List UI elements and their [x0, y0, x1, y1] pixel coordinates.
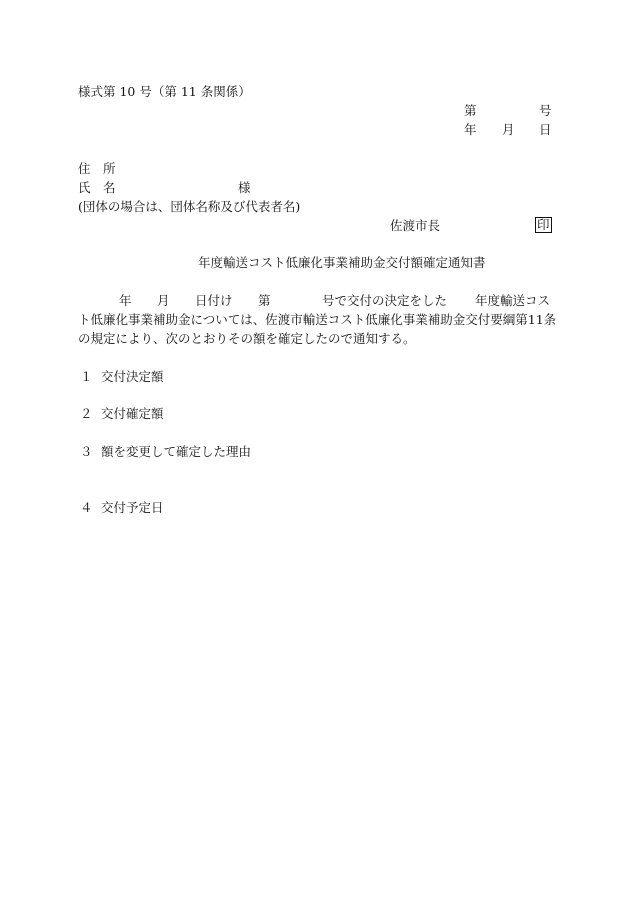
item-2-label: 交付確定額 [101, 406, 164, 421]
body-month: 月 [157, 293, 170, 308]
body-dated: 日付け [195, 293, 233, 308]
document-title: 年度輸送コスト低廉化事業補助金交付額確定通知書 [198, 255, 486, 270]
body-line-2: ト低廉化事業補助金については、佐渡市輸送コスト低廉化事業補助金交付要綱第11条 [78, 312, 557, 327]
group-note: (団体の場合は、団体名称及び代表者名) [78, 199, 301, 214]
issuer: 佐渡市長 [390, 218, 441, 233]
body-line-3: の規定により、次のとおりその額を確定したので通知する。 [78, 331, 416, 346]
doc-number-prefix: 第 [464, 103, 477, 118]
item-3-label: 額を変更して確定した理由 [101, 444, 252, 459]
name-label: 氏 名 [78, 180, 116, 195]
date-year: 年 [464, 122, 477, 137]
seal-text: 印 [537, 217, 550, 232]
item-4-number: ４ [80, 500, 93, 515]
item-3-number: ３ [80, 444, 93, 459]
body-decision-text: 号で交付の決定をした [322, 293, 448, 308]
honorific: 様 [238, 180, 251, 195]
item-2-number: ２ [80, 406, 93, 421]
doc-number-suffix: 号 [539, 103, 552, 118]
date-month: 月 [502, 122, 515, 137]
item-1-number: １ [80, 369, 93, 384]
item-1-label: 交付決定額 [101, 369, 164, 384]
item-4-label: 交付予定日 [101, 500, 164, 515]
body-year: 年 [119, 293, 132, 308]
form-label: 様式第 10 号（第 11 条関係） [78, 84, 251, 99]
body-number-prefix: 第 [258, 293, 271, 308]
address-label: 住 所 [78, 161, 116, 176]
seal-mark [535, 217, 552, 233]
date-day: 日 [539, 122, 552, 137]
body-fiscal-year-text: 年度輸送コス [475, 293, 551, 308]
